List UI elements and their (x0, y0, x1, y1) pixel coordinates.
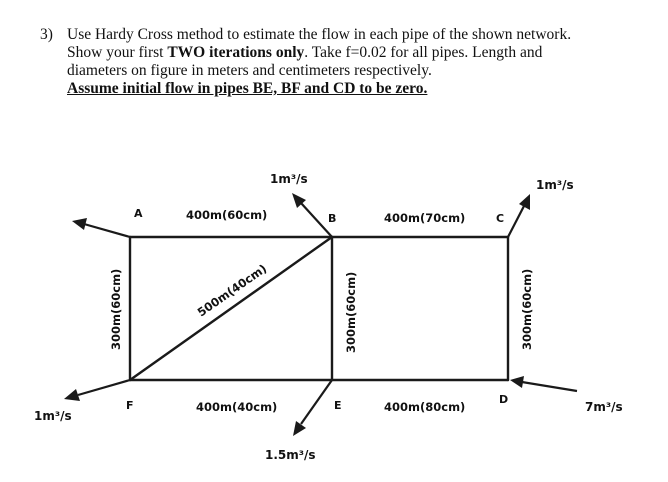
node-label-C: C (496, 212, 505, 225)
question-assumption: Assume initial flow in pipes BE, BF and CD to be zero. (67, 80, 428, 97)
flow-label-A: 1m³/s (40, 247, 78, 261)
question-text-2b: . Take f=0.02 for all pipes. Length and (304, 44, 543, 61)
question-text-1: Use Hardy Cross method to estimate the flow in each pipe of the shown network. (67, 26, 572, 43)
pipe-label-BE: 300m(60cm) (344, 271, 358, 353)
pipe-label-ED: 400m(80cm) (384, 400, 466, 414)
question-number: 3) (40, 26, 53, 43)
flow-arrow-B (292, 193, 332, 237)
question-text-2a: Show your first (67, 44, 168, 61)
pipe-label-CD: 300m(60cm) (520, 268, 534, 350)
flow-label-E: 1.5m³/s (265, 448, 316, 462)
flow-label-D: 7m³/s (585, 400, 623, 414)
flow-arrow-F (64, 380, 130, 401)
node-label-B: B (328, 212, 337, 225)
pipe-BF (130, 237, 332, 380)
question-text-2-bold: TWO iterations only (167, 44, 305, 61)
flow-arrow-D (510, 376, 577, 391)
pipe-label-FE: 400m(40cm) (196, 400, 278, 414)
question-line-3: diameters on figure in meters and centimeters respectively. (67, 62, 432, 79)
flow-arrow-E (293, 380, 332, 436)
flow-label-B: 1m³/s (270, 172, 308, 186)
node-label-D: D (499, 393, 509, 406)
node-label-A: A (134, 207, 143, 220)
pipe-label-BF: 500m(40cm) (194, 261, 270, 320)
pipe-label-BC: 400m(70cm) (384, 211, 466, 225)
node-label-F: F (126, 399, 134, 412)
flow-label-C: 1m³/s (536, 178, 574, 192)
pipe-label-AF: 300m(60cm) (109, 268, 123, 350)
flow-arrow-A (72, 218, 130, 237)
node-label-E: E (334, 399, 342, 412)
flow-arrow-C (508, 194, 530, 237)
flow-label-F: 1m³/s (34, 409, 72, 423)
pipe-label-AB: 400m(60cm) (186, 208, 268, 222)
